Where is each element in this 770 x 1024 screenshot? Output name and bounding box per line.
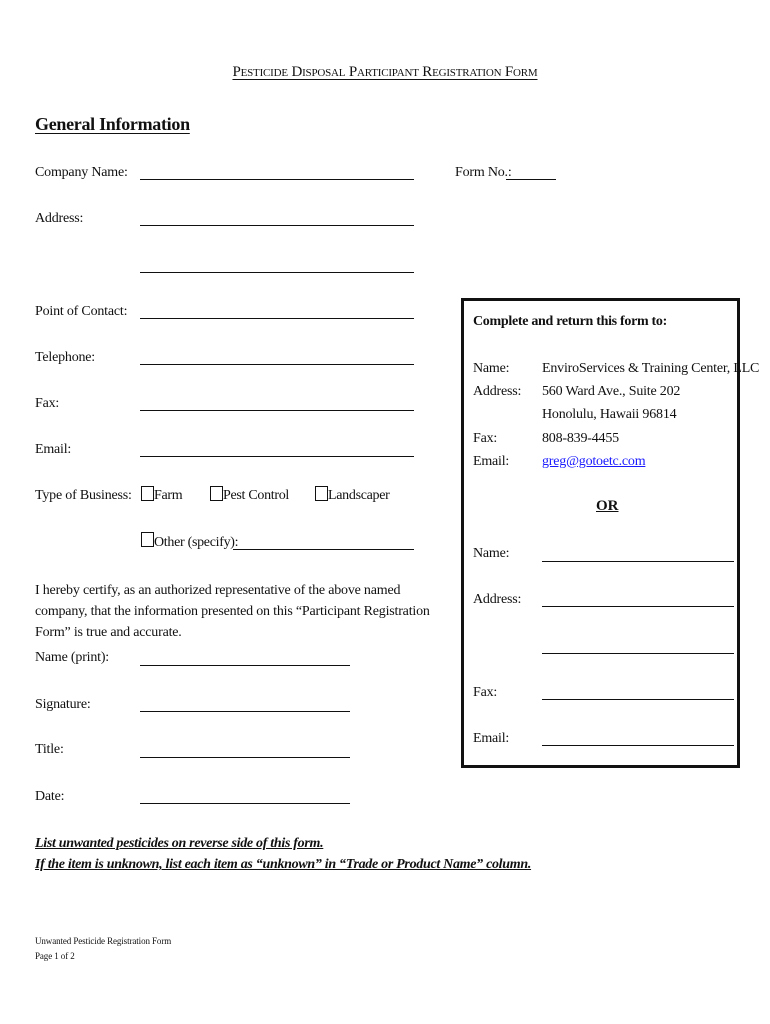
alt-address-field-line-2[interactable] — [542, 653, 734, 654]
return-fax-value: 808-839-4455 — [542, 431, 619, 446]
pest-control-checkbox-label: Pest Control — [223, 488, 290, 503]
certification-statement: I hereby certify, as an authorized representative of the above named company, that the information presented on this “Participant Registration Form” is true and accurate. — [35, 583, 430, 640]
section-title-general-information: General Information — [35, 114, 190, 134]
title-field[interactable] — [140, 757, 350, 758]
fax-field[interactable] — [140, 410, 414, 411]
farm-checkbox-label: Farm — [154, 488, 183, 503]
alt-name-field[interactable] — [542, 561, 734, 562]
alt-fax-label: Fax: — [473, 685, 498, 700]
reverse-side-note: List unwanted pesticides on reverse side of this form. — [35, 836, 324, 851]
or-separator: OR — [596, 498, 619, 514]
return-address-line-1: 560 Ward Ave., Suite 202 — [542, 384, 681, 399]
alt-name-label: Name: — [473, 546, 510, 561]
point-of-contact-label: Point of Contact: — [35, 304, 128, 319]
signature-label: Signature: — [35, 697, 91, 712]
email-label: Email: — [35, 442, 72, 457]
return-email-label: Email: — [473, 454, 510, 469]
return-name-label: Name: — [473, 361, 510, 376]
alt-address-field-line-1[interactable] — [542, 606, 734, 607]
footer-form-name: Unwanted Pesticide Registration Form — [35, 936, 172, 946]
return-address-line-2: Honolulu, Hawaii 96814 — [542, 407, 677, 422]
return-address-label: Address: — [473, 384, 522, 399]
address-label: Address: — [35, 211, 84, 226]
landscaper-checkbox[interactable] — [315, 486, 328, 501]
name-print-field[interactable] — [140, 665, 350, 666]
form-number-field[interactable] — [506, 179, 556, 180]
telephone-field[interactable] — [140, 364, 414, 365]
company-name-label: Company Name: — [35, 165, 128, 180]
address-field-line-2[interactable] — [140, 272, 414, 273]
signature-field[interactable] — [140, 711, 350, 712]
company-name-field[interactable] — [140, 179, 414, 180]
return-box-heading: Complete and return this form to: — [473, 314, 667, 329]
name-print-label: Name (print): — [35, 650, 109, 665]
farm-checkbox[interactable] — [141, 486, 154, 501]
form-number-label: Form No.: — [455, 165, 512, 180]
alt-email-label: Email: — [473, 731, 510, 746]
unknown-item-note: If the item is unknown, list each item as “unknown” in “Trade or Product Name” column. — [35, 857, 532, 872]
alt-email-field[interactable] — [542, 745, 734, 746]
title-label: Title: — [35, 742, 64, 757]
type-of-business-label: Type of Business: — [35, 488, 132, 503]
return-email-link[interactable]: greg@gotoetc.com — [542, 454, 646, 469]
address-field-line-1[interactable] — [140, 225, 414, 226]
form-title: Pesticide Disposal Participant Registration Form — [232, 64, 538, 80]
fax-label: Fax: — [35, 396, 60, 411]
alt-fax-field[interactable] — [542, 699, 734, 700]
point-of-contact-field[interactable] — [140, 318, 414, 319]
footer-page-number: Page 1 of 2 — [35, 951, 75, 961]
return-name-value: EnviroServices & Training Center, LLC — [542, 361, 760, 376]
date-field[interactable] — [140, 803, 350, 804]
return-fax-label: Fax: — [473, 431, 498, 446]
other-checkbox[interactable] — [141, 532, 154, 547]
alt-address-label: Address: — [473, 592, 522, 607]
other-checkbox-label: Other (specify): — [154, 535, 239, 550]
telephone-label: Telephone: — [35, 350, 95, 365]
pest-control-checkbox[interactable] — [210, 486, 223, 501]
other-specify-field[interactable] — [233, 549, 414, 550]
date-label: Date: — [35, 789, 65, 804]
landscaper-checkbox-label: Landscaper — [328, 488, 390, 503]
email-field[interactable] — [140, 456, 414, 457]
